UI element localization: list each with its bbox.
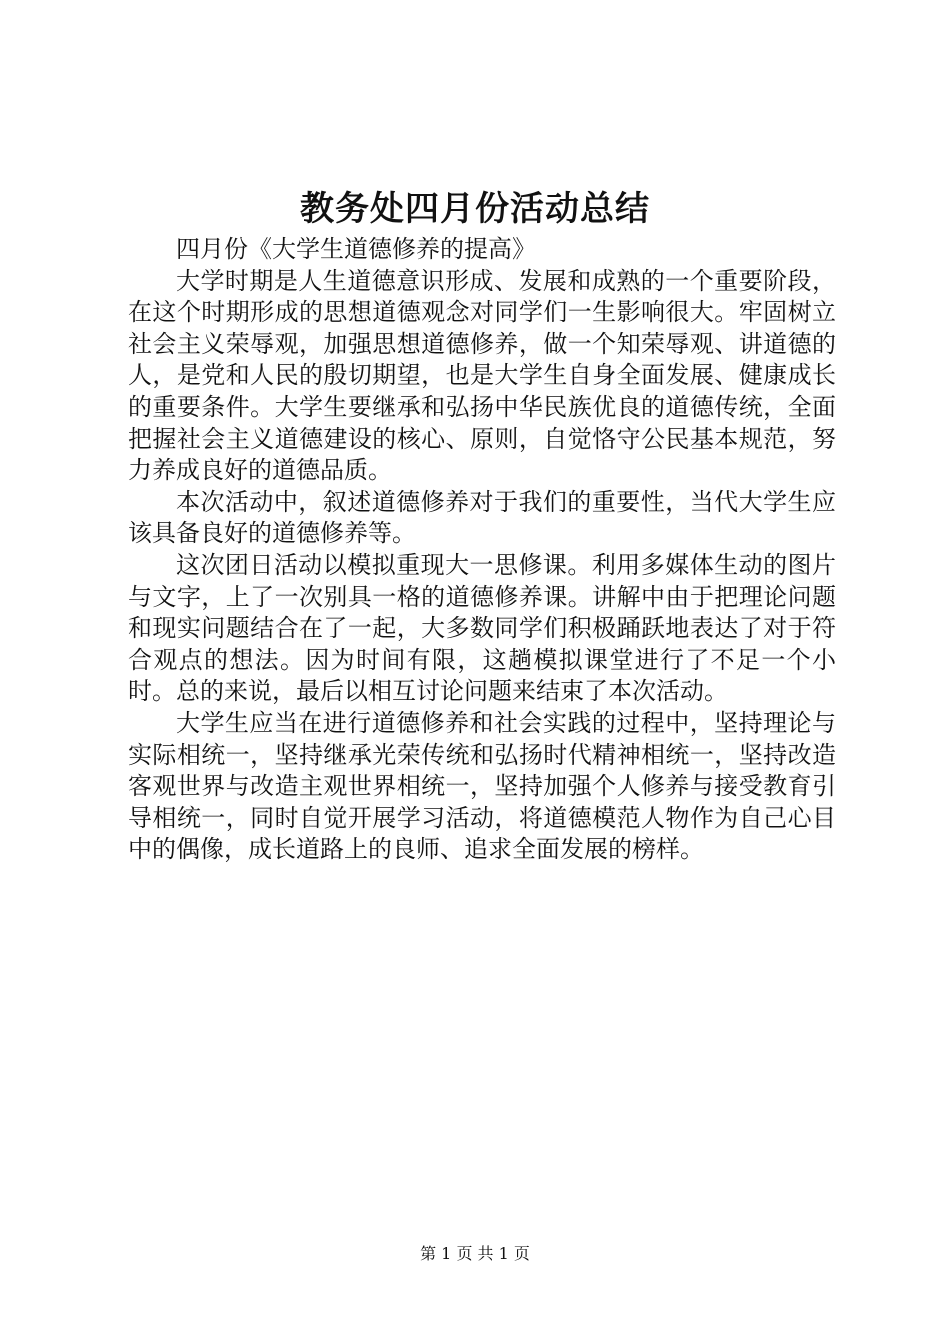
paragraph: 这次团日活动以模拟重现大一思修课。利用多媒体生动的图片与文字，上了一次别具一格的道德修养课。讲解中由于把理论问题和现实问题结合在了一起，大多数同学们积极踊跃地表达了对于符合观点的想法。因为时间有限，这趟模拟课堂进行了不足一个小时。总的来说，最后以相互讨论问题来结束了本次活动。: [128, 550, 836, 706]
document-body: [128, 234, 836, 866]
document-title: 教务处四月份活动总结: [300, 189, 650, 229]
paragraph: 大学时期是人生道德意识形成、发展和成熟的一个重要阶段，在这个时期形成的思想道德观念对同学们一生影响很大。牢固树立社会主义荣辱观，加强思想道德修养，做一个知荣辱观、讲道德的人，是党和人民的殷切期望，也是大学生自身全面发展、健康成长的重要条件。大学生要继承和弘扬中华民族优良的道德传统，全面把握社会主义道德建设的核心、原则，自觉恪守公民基本规范，努力养成良好的道德品质。: [128, 266, 836, 485]
paragraph: 大学生应当在进行道德修养和社会实践的过程中，坚持理论与实际相统一，坚持继承光荣传统和弘扬时代精神相统一，坚持改造客观世界与改造主观世界相统一，坚持加强个人修养与接受教育引导相统一，同时自觉开展学习活动，将道德模范人物作为自己心目中的偶像，成长道路上的良师、追求全面发展的榜样。: [128, 708, 836, 864]
document-subtitle: 四月份《大学生道德修养的提高》: [176, 235, 536, 263]
paragraph: 本次活动中，叙述道德修养对于我们的重要性，当代大学生应该具备良好的道德修养等。: [128, 487, 836, 548]
page-footer: 第 1 页 共 1 页: [420, 1244, 530, 1263]
